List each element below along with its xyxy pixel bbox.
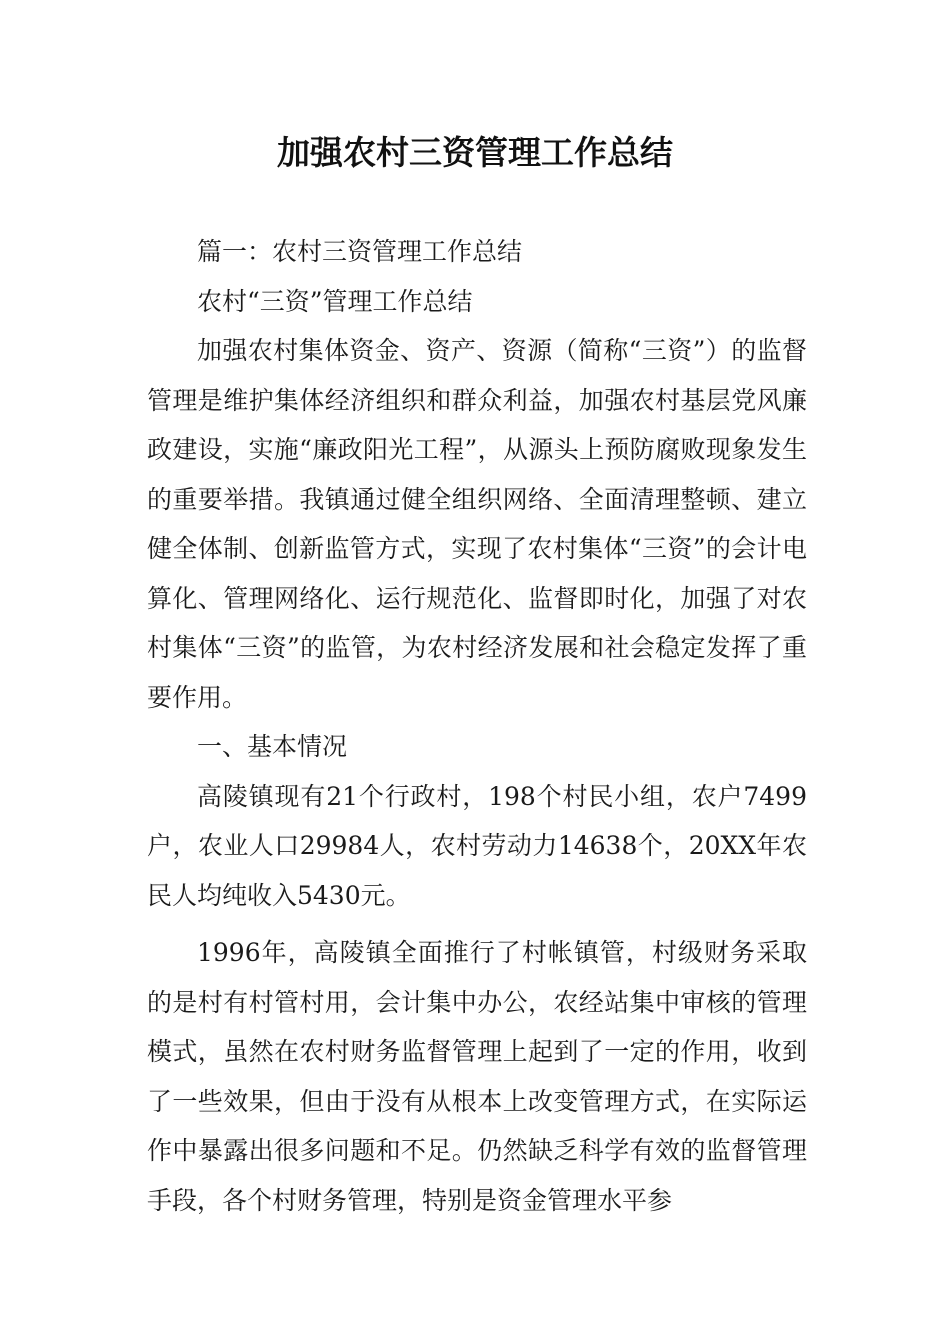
paragraph-intro: 加强农村集体资金、资产、资源（简称“三资”）的监督管理是维护集体经济组织和群众利益，加强农村基层党风廉政建设，实施“廉政阳光工程”，从源头上预防腐败现象发生的重要举措。我镇通过健全组织网络、全面清理整顿、建立健全体制、创新监管方式，实现了农村集体“三资”的会计电算化、管理网络化、运行规范化、监督即时化，加强了对农村集体“三资”的监管，为农村经济发展和社会稳定发挥了重要作用。 [147,336,807,712]
document-title: 加强农村三资管理工作总结 [277,133,673,172]
paragraph-history: 1996年，高陵镇全面推行了村帐镇管，村级财务采取的是村有村管村用，会计集中办公，农经站集中审核的管理模式，虽然在农村财务监督管理上起到了一定的作用，收到了一些效果，但由于没有从根本上改变管理方式，在实际运作中暴露出很多问题和不足。仍然缺乏科学有效的监督管理手段，各个村财务管理，特别是资金管理水平参 [147,938,807,1215]
paragraph-section-heading: 篇一：农村三资管理工作总结 [197,237,523,266]
document-body [147,227,807,1225]
paragraph-subtitle: 农村“三资”管理工作总结 [197,286,473,316]
paragraph-heading-basic-situation: 一、基本情况 [197,732,348,761]
paragraph-statistics: 高陵镇现有21个行政村，198个村民小组，农户7499户，农业人口29984人，农村劳动力14638个，20XX年农民人均纯收入5430元。 [147,781,807,910]
